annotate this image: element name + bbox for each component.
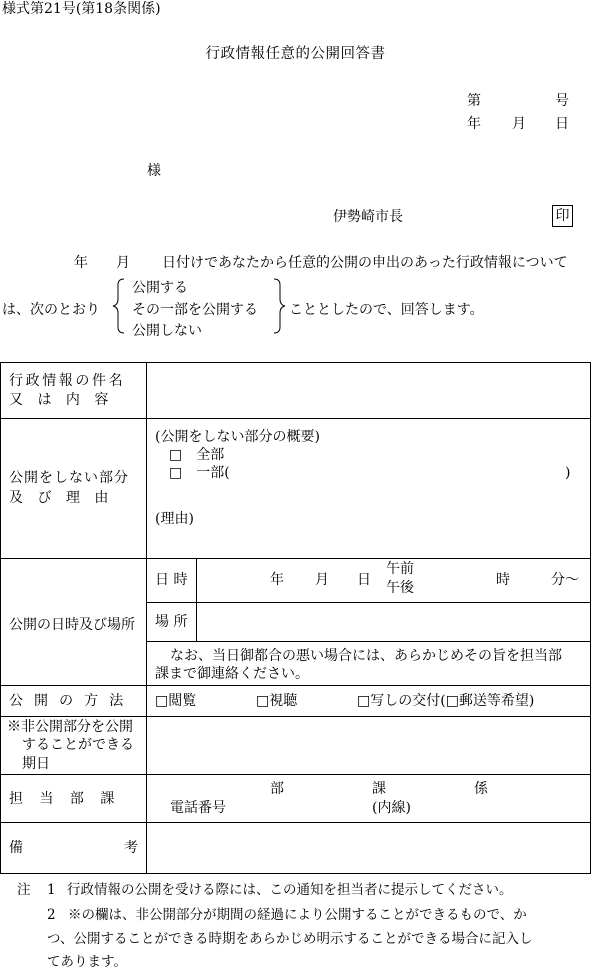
team-unit: 係: [474, 781, 488, 797]
reason-heading: (理由): [155, 511, 194, 527]
disclosure-hour: 時: [496, 572, 510, 588]
label-place: 場 所: [155, 614, 188, 630]
label-datetime: 日 時: [155, 572, 188, 588]
note2-line2: つ、公開することができる時期をあらかじめ明示することができる場合に記入し: [47, 931, 533, 947]
body-year: 年: [74, 255, 88, 271]
checkbox-all: □ 全部: [169, 447, 225, 463]
issue-date-day: 日: [555, 116, 569, 132]
part-close-paren: ): [565, 465, 571, 481]
document-title: 行政情報任意的公開回答書: [205, 46, 386, 62]
response-table: [0, 362, 591, 874]
disclosure-year: 年: [270, 572, 284, 588]
notes-prefix: 注: [17, 882, 31, 898]
note1-text: 行政情報の公開を受ける際には、この通知を担当者に提示してください。: [67, 882, 513, 898]
label-future-date-line3: 期日: [22, 756, 50, 772]
doc-number-prefix: 第: [467, 93, 481, 109]
body-text-line3: こととしたので、回答します。: [289, 302, 484, 318]
label-remarks-right: 考: [124, 840, 138, 856]
label-undisclosed-line2: 及 び 理 由: [9, 490, 114, 506]
body-text-line2: は、次のとおり: [2, 302, 100, 318]
label-remarks-left: 備: [9, 840, 23, 856]
section-unit: 課: [372, 781, 386, 797]
method-copy: □写しの交付(□郵送等希望): [357, 693, 535, 709]
note2-line3: てあります。: [47, 954, 127, 970]
label-subject-line2: 又 は 内 容: [9, 392, 114, 408]
reschedule-note-line2: 課まで御連絡ください。: [155, 666, 309, 682]
phone-label: 電話番号: [170, 800, 226, 816]
label-department: 担 当 部 課: [9, 791, 121, 807]
body-text-line1: 日付けであなたから任意的公開の申出のあった行政情報について: [162, 255, 568, 271]
note2-number: 2: [47, 907, 56, 923]
issue-date-year: 年: [467, 116, 481, 132]
label-method: 公 開 の 方 法: [9, 693, 127, 709]
reschedule-note-line1: なお、当日御都合の悪い場合には、あらかじめその旨を担当部: [170, 648, 562, 664]
form-number: 様式第21号(第18条関係): [2, 1, 161, 17]
disclosure-day: 日: [357, 572, 371, 588]
note1-number: 1: [47, 882, 56, 898]
disclosure-pm: 午後: [386, 580, 414, 596]
issuer-name: 伊勢崎市長: [333, 209, 403, 225]
dept-unit: 部: [270, 781, 284, 797]
doc-number-suffix: 号: [555, 93, 569, 109]
checkbox-part: □ 一部(: [169, 465, 230, 481]
label-future-date-line1: ※非公開部分を公開: [7, 719, 133, 735]
undisclosed-summary-heading: (公開をしない部分の概要): [155, 429, 320, 445]
note2-line1: ※の欄は、非公開部分が期間の経過により公開することができるもので、か: [68, 907, 527, 923]
seal-mark: 印: [552, 205, 573, 227]
addressee-honorific: 様: [147, 163, 161, 179]
disclosure-am: 午前: [386, 561, 414, 577]
option-not-disclose: 公開しない: [132, 323, 202, 339]
method-listen: □視聴: [256, 693, 298, 709]
option-partial-disclose: その一部を公開する: [132, 302, 258, 318]
body-month: 月: [116, 255, 130, 271]
disclosure-month: 月: [315, 572, 329, 588]
label-undisclosed-line1: 公開をしない部分: [9, 470, 129, 486]
option-disclose: 公開する: [132, 280, 188, 296]
label-date-place: 公開の日時及び場所: [9, 617, 135, 633]
issue-date-month: 月: [512, 116, 526, 132]
extension-label: (内線): [372, 800, 411, 816]
disclosure-minute: 分～: [551, 572, 579, 588]
label-subject-line1: 行政情報の件名: [9, 373, 126, 389]
method-view: □閲覧: [155, 693, 197, 709]
label-future-date-line2: することができる: [22, 737, 134, 753]
